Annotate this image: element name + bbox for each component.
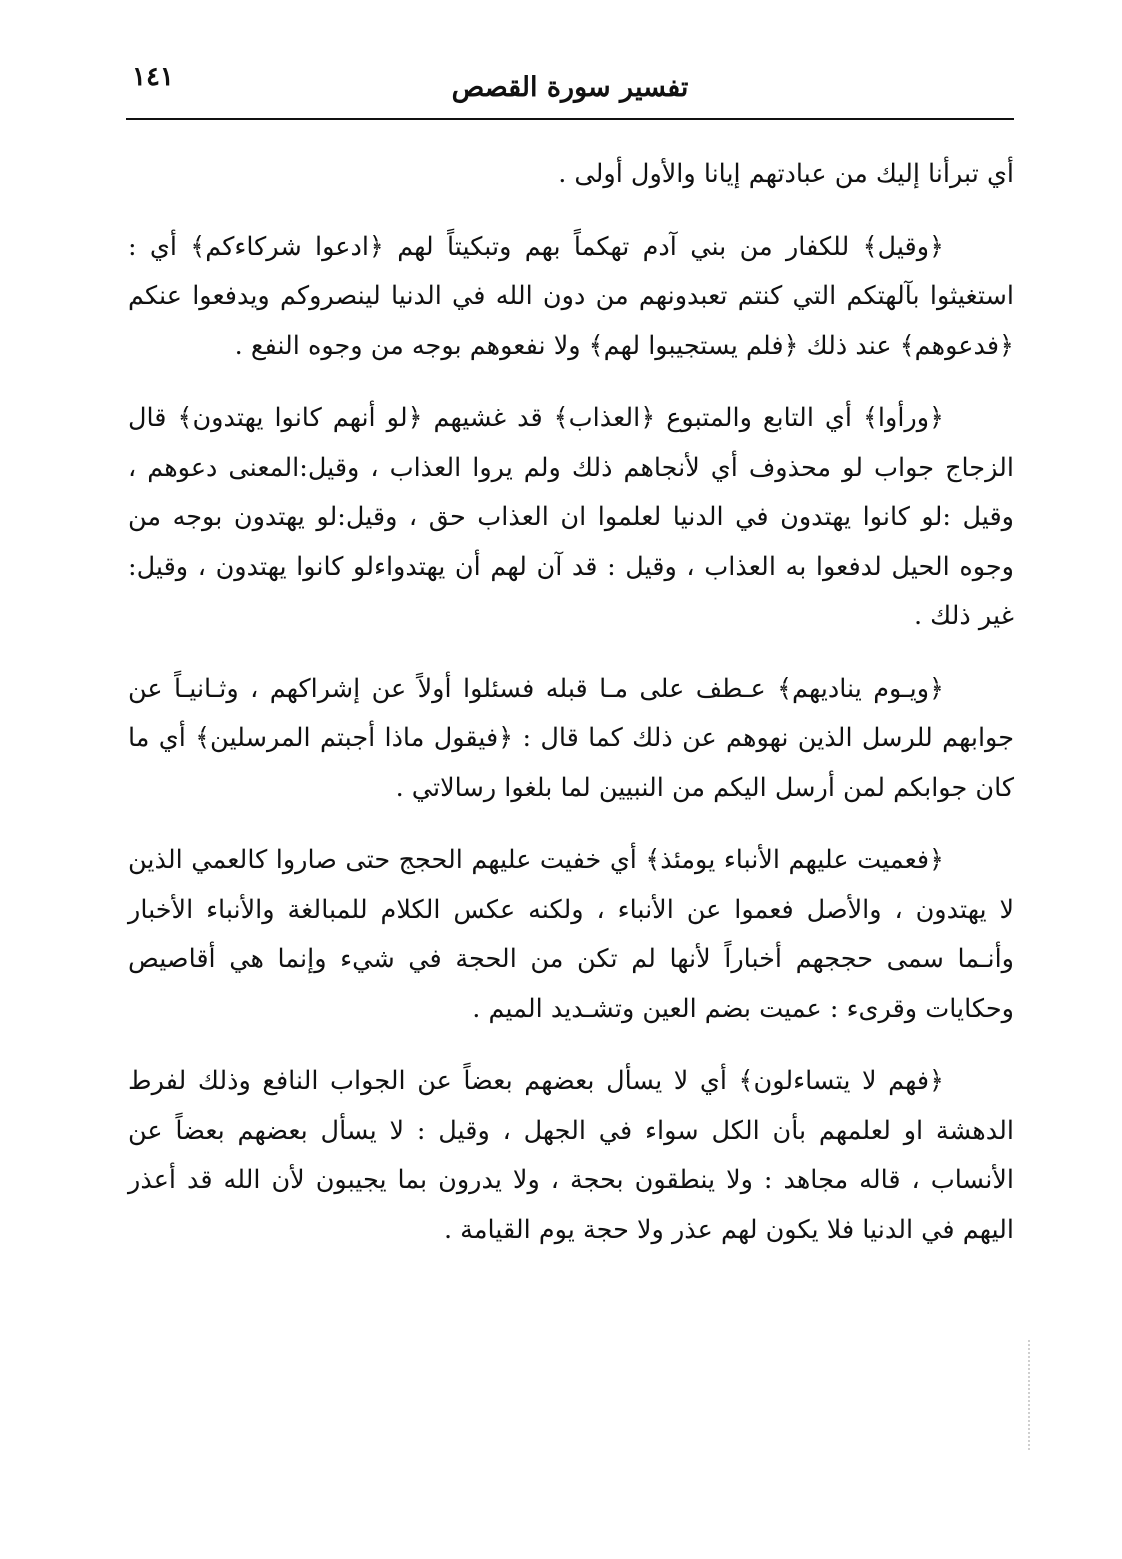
body-text	[128, 150, 1014, 1278]
page-header	[126, 58, 1014, 120]
scan-margin-artifact	[1024, 1340, 1030, 1450]
paragraph: ﴿فهم لا يتساءلون﴾ أي لا يسأل بعضهم بعضاً عن الجواب النافع وذلك لفرط الدهشة او لعلمهم بأن الكل سواء في الجهل ، وقيل : لا يسأل بعضهم بعضاً عن الأنساب ، قاله مجاهد : ولا ينطقون بحجة ، ولا يدرون بما يجيبون لأن الله قد أعذر اليهم في الدنيا فلا يكون لهم عذر ولا حجة يوم القيامة .	[128, 1066, 1014, 1245]
paragraph: ﴿ورأوا﴾ أي التابع والمتبوع ﴿العذاب﴾ قد غشيهم ﴿لو أنهم كانوا يهتدون﴾ قال الزجاج جواب لو محذوف أي لأنجاهم ذلك ولم يروا العذاب ، وقيل:المعنى دعوهم ، وقيل :لو كانوا يهتدون في الدنيا لعلموا ان العذاب حق ، وقيل:لو يهتدون بوجه من وجوه الحيل لدفعوا به العذاب ، وقيل : قد آن لهم أن يهتدواءلو كانوا يهتدون ، وقيل: غير ذلك .	[128, 403, 1014, 631]
page-number: ١٤١	[132, 62, 174, 92]
header-rule	[126, 118, 1014, 120]
running-title: تفسير سورة القصص	[451, 72, 689, 103]
paragraph: ﴿وقيل﴾ للكفار من بني آدم تهكماً بهم وتبكيتاً لهم ﴿ادعوا شركاءكم﴾ أي : استغيثوا بآلهتكم التي كنتم تعبدونهم من دون الله في الدنيا لينصروكم ويدفعوا عنكم ﴿فدعوهم﴾ عند ذلك ﴿فلم يستجيبوا لهم﴾ ولا نفعوهم بوجه من وجوه النفع .	[128, 231, 1014, 361]
paragraph: ﴿فعميت عليهم الأنباء يومئذ﴾ أي خفيت عليهم الحجج حتى صاروا كالعمي الذين لا يهتدون ، والأصل فعموا عن الأنباء ، ولكنه عكس الكلام للمبالغة والأنباء الأخبار وأنـما سمى حججهم أخباراً لأنها لم تكن من الحجة في شيء وإنما هي أقاصيص وحكايات وقرىء : عميت بضم العين وتشـديد الميم .	[128, 845, 1014, 1024]
paragraph: أي تبرأنا إليك من عبادتهم إيانا والأول أولى .	[558, 159, 1014, 189]
paragraph: ﴿ويـوم يناديهم﴾ عـطف على مـا قبله فسئلوا أولاً عن إشراكهم ، وثـانيـاً عن جوابهم للرسل الذين نهوهم عن ذلك كما قال : ﴿فيقول ماذا أجبتم المرسلين﴾ أي ما كان جوابكم لمن أرسل اليكم من النبيين لما بلغوا رسالاتي .	[128, 673, 1014, 803]
